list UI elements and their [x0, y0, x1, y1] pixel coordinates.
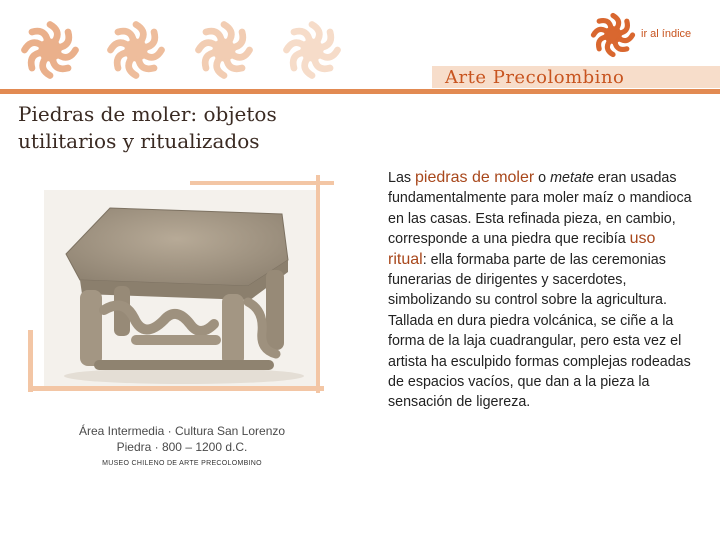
frame-line-bottom [28, 386, 324, 391]
spiral-motif-icon [106, 20, 166, 80]
term-piedras-de-moler: piedras de moler [415, 169, 535, 186]
index-link[interactable]: ir al índice [641, 28, 692, 40]
caption-line-1: Área Intermedia · Cultura San Lorenzo [78, 424, 286, 438]
spiral-motif-icon [20, 20, 80, 80]
body-text-run: Las [388, 170, 416, 186]
spiral-logo-icon[interactable] [590, 12, 636, 58]
term-metate: metate [550, 170, 594, 186]
page-title [18, 101, 318, 155]
section-title: Arte Precolombino [445, 67, 625, 88]
metate-illustration [44, 190, 316, 386]
spiral-motif-icon [194, 20, 254, 80]
body-text-run: eran usadas fundamentalmente para moler maíz o mandioca en las casas. Esta refinada pieza, en cambio, corresponde a una piedra que recibía [388, 170, 692, 248]
term-uso-ritual: uso ritual [388, 230, 656, 268]
metate-photo [44, 190, 316, 386]
body-text-run: : ella formaba parte de las ceremonias funerarias de dirigentes y sacerdotes, simbolizando su control sobre la agricultura. Tallada en dura piedra volcánica, se ciñe a la forma de la laja cuadrangular, pero esta vez el artista ha esculpido formas complejas rodeadas de espacios vacíos, que dan a la pieza la sensación de ligereza. [388, 251, 691, 411]
header-divider [0, 89, 720, 94]
photo-caption [46, 423, 318, 455]
spiral-motif-icon [282, 20, 342, 80]
page-title-line-2: utilitarios y ritualizados [18, 129, 260, 153]
caption-line-2: Piedra · 800 – 1200 d.C. [116, 440, 248, 454]
frame-line-left [28, 330, 33, 392]
body-text-run: o [534, 170, 551, 186]
frame-line-right [316, 175, 320, 393]
museum-credit: MUSEO CHILENO DE ARTE PRECOLOMBINO [102, 460, 262, 467]
frame-line-top [190, 181, 334, 185]
body-paragraph [388, 168, 698, 413]
page-title-line-1: Piedras de moler: objetos [18, 102, 277, 126]
